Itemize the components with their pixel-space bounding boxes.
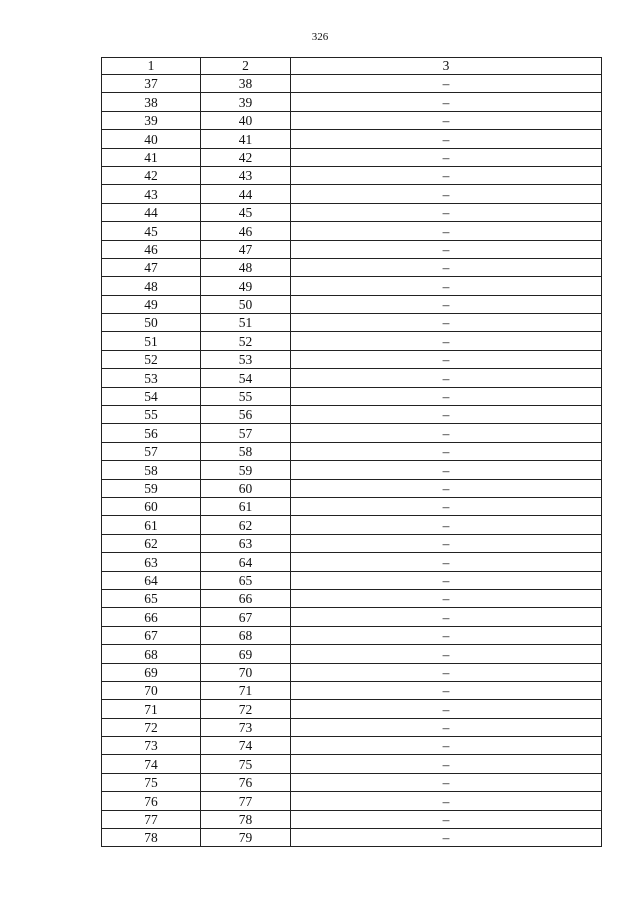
table-row (102, 295, 602, 313)
table-row (102, 479, 602, 497)
table-cell-col-3: – (291, 369, 602, 387)
table-cell-col-2: 77 (201, 792, 291, 810)
table-cell-col-1: 47 (102, 258, 201, 276)
table-cell-col-3: – (291, 626, 602, 644)
table-cell-col-1: 72 (102, 718, 201, 736)
table-row (102, 589, 602, 607)
table-row (102, 737, 602, 755)
table-cell-col-2: 68 (201, 626, 291, 644)
table-cell-col-3: – (291, 589, 602, 607)
table-cell-col-3: – (291, 553, 602, 571)
column-header-1: 1 (102, 58, 201, 75)
table-cell-col-1: 66 (102, 608, 201, 626)
table-cell-col-3: – (291, 130, 602, 148)
table-cell-col-1: 77 (102, 810, 201, 828)
table-cell-col-1: 58 (102, 461, 201, 479)
table-row (102, 700, 602, 718)
column-header-3: 3 (291, 58, 602, 75)
table-cell-col-3: – (291, 277, 602, 295)
table-cell-col-3: – (291, 148, 602, 166)
table-cell-col-2: 41 (201, 130, 291, 148)
table-row (102, 332, 602, 350)
table-cell-col-2: 64 (201, 553, 291, 571)
table-cell-col-3: – (291, 663, 602, 681)
table-row (102, 718, 602, 736)
table-cell-col-1: 46 (102, 240, 201, 258)
table-cell-col-2: 69 (201, 645, 291, 663)
table-row (102, 608, 602, 626)
table-cell-col-2: 50 (201, 295, 291, 313)
table-cell-col-3: – (291, 93, 602, 111)
table-cell-col-1: 43 (102, 185, 201, 203)
table-cell-col-2: 65 (201, 571, 291, 589)
table-row (102, 773, 602, 791)
table-cell-col-1: 37 (102, 75, 201, 93)
table-cell-col-1: 64 (102, 571, 201, 589)
table-cell-col-1: 78 (102, 829, 201, 847)
table-cell-col-3: – (291, 810, 602, 828)
table-row (102, 387, 602, 405)
table-cell-col-2: 61 (201, 497, 291, 515)
table-body (102, 75, 602, 847)
table-cell-col-3: – (291, 737, 602, 755)
table-cell-col-2: 47 (201, 240, 291, 258)
table-row (102, 166, 602, 184)
table-cell-col-1: 75 (102, 773, 201, 791)
table-row (102, 461, 602, 479)
table-cell-col-3: – (291, 571, 602, 589)
table-cell-col-1: 67 (102, 626, 201, 644)
table-cell-col-3: – (291, 424, 602, 442)
table-cell-col-2: 39 (201, 93, 291, 111)
table-cell-col-3: – (291, 387, 602, 405)
table-cell-col-2: 44 (201, 185, 291, 203)
table-row (102, 314, 602, 332)
page-number: 326 (311, 31, 329, 43)
table-cell-col-2: 73 (201, 718, 291, 736)
table-cell-col-1: 61 (102, 516, 201, 534)
table-cell-col-1: 38 (102, 93, 201, 111)
table-cell-col-1: 65 (102, 589, 201, 607)
table-cell-col-1: 55 (102, 406, 201, 424)
table-row (102, 258, 602, 276)
table-cell-col-3: – (291, 681, 602, 699)
table-cell-col-1: 73 (102, 737, 201, 755)
table-row (102, 571, 602, 589)
table-cell-col-3: – (291, 700, 602, 718)
table-cell-col-3: – (291, 185, 602, 203)
table-cell-col-3: – (291, 222, 602, 240)
table-row (102, 497, 602, 515)
table-cell-col-2: 72 (201, 700, 291, 718)
table-cell-col-1: 63 (102, 553, 201, 571)
table-cell-col-1: 54 (102, 387, 201, 405)
table-cell-col-2: 42 (201, 148, 291, 166)
table-row (102, 222, 602, 240)
table-cell-col-3: – (291, 773, 602, 791)
table-cell-col-1: 59 (102, 479, 201, 497)
table-row (102, 277, 602, 295)
table-cell-col-2: 38 (201, 75, 291, 93)
table-cell-col-2: 48 (201, 258, 291, 276)
table-cell-col-1: 42 (102, 166, 201, 184)
table-row (102, 369, 602, 387)
table-cell-col-2: 46 (201, 222, 291, 240)
table-cell-col-2: 70 (201, 663, 291, 681)
table-cell-col-3: – (291, 829, 602, 847)
table-cell-col-2: 57 (201, 424, 291, 442)
table-cell-col-2: 40 (201, 111, 291, 129)
table-cell-col-3: – (291, 295, 602, 313)
table-cell-col-3: – (291, 166, 602, 184)
table-cell-col-3: – (291, 314, 602, 332)
table-cell-col-1: 62 (102, 534, 201, 552)
table-row (102, 810, 602, 828)
table-cell-col-2: 79 (201, 829, 291, 847)
table-cell-col-1: 52 (102, 350, 201, 368)
table-cell-col-2: 43 (201, 166, 291, 184)
table-cell-col-2: 49 (201, 277, 291, 295)
table-cell-col-2: 54 (201, 369, 291, 387)
table-row (102, 792, 602, 810)
table-header-row (102, 58, 602, 75)
table-cell-col-1: 74 (102, 755, 201, 773)
table-row (102, 240, 602, 258)
table-cell-col-1: 41 (102, 148, 201, 166)
table-cell-col-1: 48 (102, 277, 201, 295)
table-row (102, 75, 602, 93)
table-row (102, 424, 602, 442)
table-cell-col-3: – (291, 258, 602, 276)
table-cell-col-2: 78 (201, 810, 291, 828)
table-cell-col-2: 52 (201, 332, 291, 350)
table-cell-col-1: 39 (102, 111, 201, 129)
table-row (102, 829, 602, 847)
table-row (102, 553, 602, 571)
table-cell-col-2: 51 (201, 314, 291, 332)
table-cell-col-2: 67 (201, 608, 291, 626)
table-row (102, 534, 602, 552)
table-cell-col-1: 71 (102, 700, 201, 718)
table-cell-col-2: 59 (201, 461, 291, 479)
table-row (102, 516, 602, 534)
table-row (102, 442, 602, 460)
table-cell-col-2: 76 (201, 773, 291, 791)
table-cell-col-3: – (291, 645, 602, 663)
table-cell-col-2: 62 (201, 516, 291, 534)
table-row (102, 111, 602, 129)
table-cell-col-1: 76 (102, 792, 201, 810)
table-cell-col-3: – (291, 461, 602, 479)
table-cell-col-2: 53 (201, 350, 291, 368)
table-cell-col-1: 68 (102, 645, 201, 663)
table-row (102, 645, 602, 663)
table-cell-col-3: – (291, 608, 602, 626)
table-cell-col-2: 56 (201, 406, 291, 424)
table-cell-col-2: 63 (201, 534, 291, 552)
table-cell-col-2: 45 (201, 203, 291, 221)
table-row (102, 350, 602, 368)
table-row (102, 681, 602, 699)
table-cell-col-3: – (291, 479, 602, 497)
table-cell-col-1: 70 (102, 681, 201, 699)
table-cell-col-1: 51 (102, 332, 201, 350)
table-cell-col-3: – (291, 442, 602, 460)
table-cell-col-3: – (291, 755, 602, 773)
table-row (102, 406, 602, 424)
table-cell-col-2: 58 (201, 442, 291, 460)
table-row (102, 93, 602, 111)
table-cell-col-2: 74 (201, 737, 291, 755)
table-cell-col-2: 66 (201, 589, 291, 607)
table-cell-col-3: – (291, 240, 602, 258)
table-row (102, 185, 602, 203)
table-cell-col-3: – (291, 534, 602, 552)
table-cell-col-1: 69 (102, 663, 201, 681)
table-cell-col-1: 53 (102, 369, 201, 387)
column-header-2: 2 (201, 58, 291, 75)
table-cell-col-1: 44 (102, 203, 201, 221)
table-cell-col-1: 60 (102, 497, 201, 515)
table-cell-col-3: – (291, 111, 602, 129)
table-cell-col-3: – (291, 332, 602, 350)
table-cell-col-1: 45 (102, 222, 201, 240)
data-table (101, 57, 602, 847)
table-cell-col-3: – (291, 75, 602, 93)
table-row (102, 148, 602, 166)
table-header (102, 58, 602, 75)
table-cell-col-3: – (291, 406, 602, 424)
table-cell-col-3: – (291, 718, 602, 736)
table-cell-col-2: 55 (201, 387, 291, 405)
table-cell-col-2: 71 (201, 681, 291, 699)
table-cell-col-1: 56 (102, 424, 201, 442)
table-cell-col-1: 40 (102, 130, 201, 148)
table-cell-col-2: 75 (201, 755, 291, 773)
table-cell-col-1: 49 (102, 295, 201, 313)
table-row (102, 755, 602, 773)
table-cell-col-3: – (291, 516, 602, 534)
table-cell-col-3: – (291, 497, 602, 515)
table-cell-col-3: – (291, 203, 602, 221)
table-row (102, 203, 602, 221)
table-row (102, 663, 602, 681)
table-cell-col-1: 50 (102, 314, 201, 332)
table-row (102, 130, 602, 148)
table-cell-col-3: – (291, 350, 602, 368)
table-cell-col-2: 60 (201, 479, 291, 497)
table-row (102, 626, 602, 644)
table-cell-col-3: – (291, 792, 602, 810)
table-cell-col-1: 57 (102, 442, 201, 460)
